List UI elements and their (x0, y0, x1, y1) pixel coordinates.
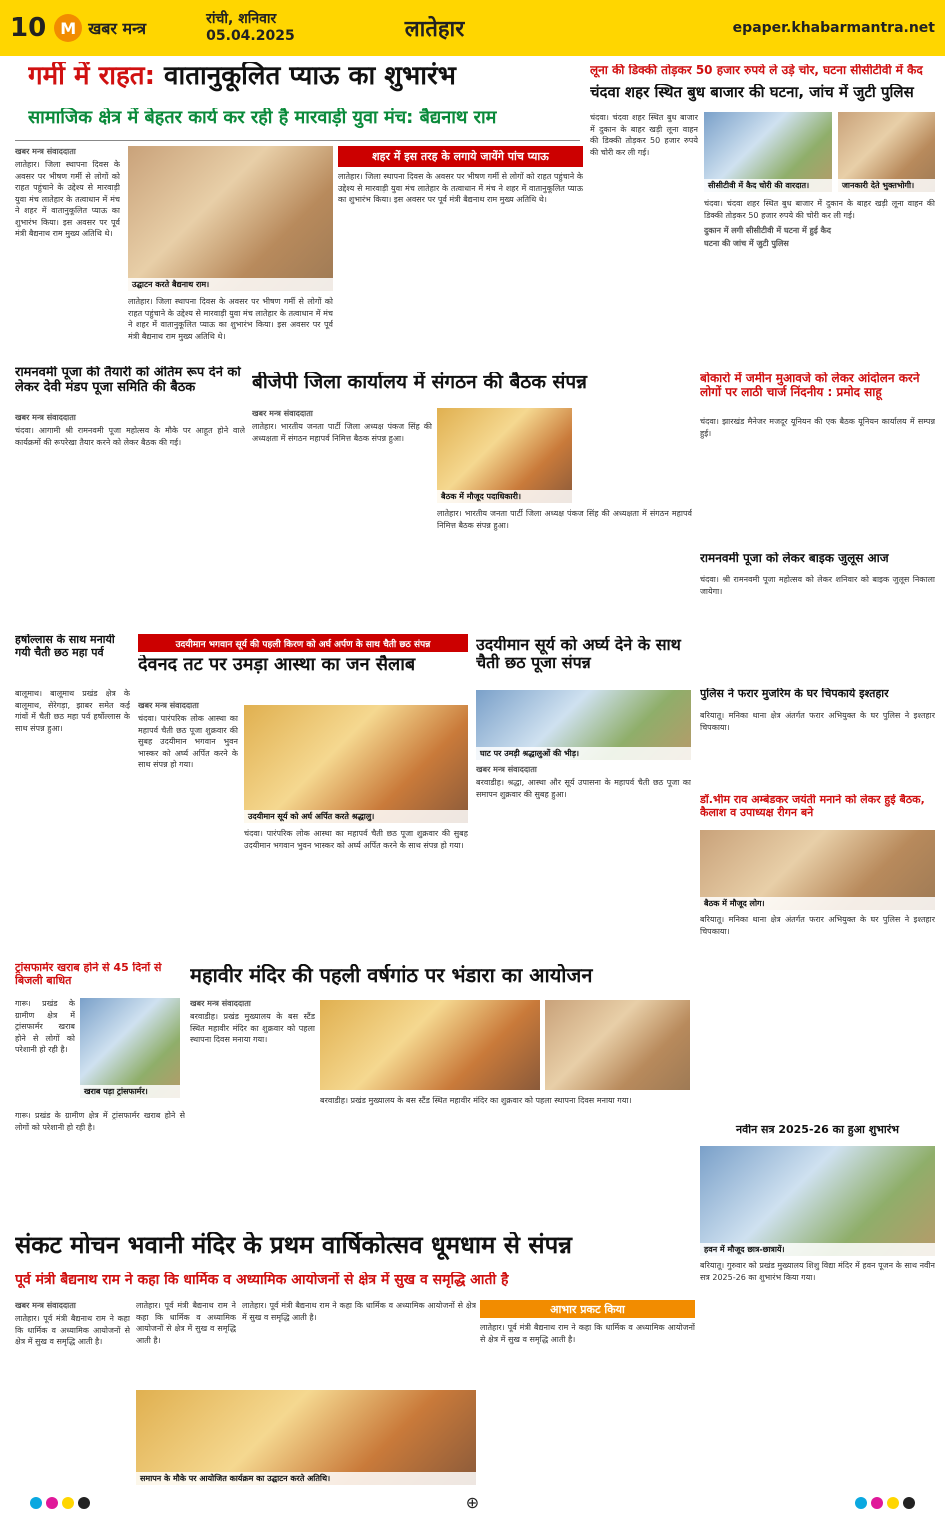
news5-headline: रामनवमी पूजा को लेकर बाइक जुलूस आज (700, 552, 889, 565)
news3-photo: बैठक में मौजूद पदाधिकारी। (437, 408, 572, 503)
registration-marks (0, 1488, 945, 1517)
news1-headline: लूना की डिक्की तोड़कर 50 हजार रुपये ले उड़े चोर, घटना सीसीटीवी में कैद (590, 64, 923, 77)
black-dot-icon (903, 1497, 915, 1509)
news2-headline: रामनवमी पूजा की तैयारी को अंतिम रूप देने को लेकर देवी मंडप पूजा समिति की बैठक (15, 366, 241, 395)
news11-photo-1 (320, 1000, 540, 1090)
section-title: लातेहार (404, 17, 465, 42)
news9-headline: पुलिस ने फरार मुजरिम के घर चिपकाये इश्तहार (700, 688, 889, 700)
news12-photo: हवन में मौजूद छात्र-छात्रायें। (700, 1146, 935, 1256)
news7-headline: देवनद तट पर उमड़ा आस्था का जन सैलाब (138, 655, 416, 675)
news11-headline: महावीर मंदिर की पहली वर्षगांठ पर भंडारा का आयोजन (190, 964, 593, 987)
masthead (0, 0, 945, 56)
news12-text: बरियातू। गुरुवार को प्रखंड मुख्यालय शिशु विद्या मंदिर में हवन पूजन के साथ नवीन सत्र 2025-26 का शुभारंभ किया गया। (700, 1261, 935, 1282)
news10-text: गारू। प्रखंड के ग्रामीण क्षेत्र में ट्रांसफार्मर खराब होने से लोगों को परेशानी हो रही है। (15, 999, 75, 1054)
news13-headline: संकट मोचन भवानी मंदिर के प्रथम वार्षिकोत्सव धूमधाम से संपन्न (15, 1232, 572, 1259)
brand-name: खबर मन्त्र (88, 19, 147, 38)
news7-text-2: चंदवा। पारंपरिक लोक आस्था का महापर्व चैती छठ पूजा शुक्रवार की सुबह उदयीमान भगवान भुवन भास्कर को अर्घ्य अर्पित करने के साथ संपन्न हो गया। (244, 829, 468, 850)
news1-photo-cctv: सीसीटीवी में कैद चोरी की वारदात। (704, 112, 832, 192)
news1-text: चंदवा। चंदवा शहर स्थित बुध बाजार में दुकान के बाहर खड़ी लूना वाहन की डिक्की तोड़कर 50 हजार रुपये की चोरी कर ली गई। (590, 113, 698, 157)
page-number: 10 (10, 13, 47, 43)
news11-text-2: बरवाडीह। प्रखंड मुख्यालय के बस स्टैंड स्थित महावीर मंदिर का शुक्रवार को पहला स्थापना दिवस मनाया गया। (320, 1096, 632, 1105)
news3-text-2: लातेहार। भारतीय जनता पार्टी जिला अध्यक्ष पंकज सिंह की अध्यक्षता में संगठन महापर्व निमित्त बैठक संपन्न हुआ। (437, 509, 692, 530)
crosshair-icon: ⊕ (465, 1493, 480, 1512)
magenta-dot-icon (46, 1497, 58, 1509)
news9-text: बरियातू। मनिका थाना क्षेत्र अंतर्गत फरार अभियुक्त के घर पुलिस ने इश्तहार चिपकाया। (700, 711, 935, 732)
cyan-dot-icon (30, 1497, 42, 1509)
news10-photo: खराब पड़ा ट्रांसफार्मर। (80, 998, 180, 1098)
news9-photo: बैठक में मौजूद लोग। (700, 830, 935, 910)
news1-column: चंदवा। चंदवा शहर स्थित बुध बाजार में दुकान के बाहर खड़ी लूना वाहन की डिक्की तोड़कर 50 हजार रुपये की चोरी कर ली गई। दुकान में लगी सीसीटीवी में घटना में हुई कैद घटना की जांच में जुटी पुलिस (704, 199, 935, 248)
lead-subheadline: सामाजिक क्षेत्र में बेहतर कार्य कर रही है मारवाड़ी युवा मंच: बैद्यनाथ राम (28, 108, 497, 128)
news10-text-2: गारू। प्रखंड के ग्रामीण क्षेत्र में ट्रांसफार्मर खराब होने से लोगों को परेशानी हो रही है। (15, 1111, 185, 1132)
news3-headline: बीजेपी जिला कार्यालय में संगठन की बैठक संपन्न (252, 372, 588, 393)
news13-photo: समापन के मौके पर आयोजित कार्यक्रम का उद्घाटन करते अतिथि। (136, 1390, 476, 1485)
news8-column: खबर मन्त्र संवाददाता बरवाडीह। श्रद्धा, आस्था और सूर्य उपासना के महापर्व चैती छठ पूजा का समापन शुक्रवार की सुबह हुआ। (476, 765, 691, 799)
news13-subheadline: पूर्व मंत्री बैद्यनाथ राम ने कहा कि धार्मिक व अध्यामिक आयोजनों से क्षेत्र में सुख व समृद्धि आती है (15, 1272, 509, 1288)
news8-photo: घाट पर उमड़ी श्रद्धालुओं की भीड़। (476, 690, 691, 760)
lead-column: खबर मन्त्र संवाददाता लातेहार। जिला स्थापना दिवस के अवसर पर भीषण गर्मी से लोगों को राहत पहुंचाने के उद्देश्य से मारवाड़ी युवा मंच लातेहार के तत्वाधान में मंच ने शहर में वातानुकूलित प्याऊ का शुभारंभ किया। इस अवसर पर पूर्व मंत्री बैद्यनाथ राम मुख्य अतिथि थे। (15, 147, 120, 238)
brand-logo-icon: M (54, 14, 82, 42)
dateline: रांची, शनिवार 05.04.2025 (206, 11, 295, 44)
news7-banner: उदयीमान भगवान सूर्य की पहली किरण को अर्घ अर्पण के साथ चैती छठ संपन्न (138, 634, 468, 652)
news12-headline: नवीन सत्र 2025-26 का हुआ शुभारंभ (736, 1124, 899, 1136)
yellow-dot-icon (62, 1497, 74, 1509)
epaper-link[interactable]: epaper.khabarmantra.net (732, 20, 935, 36)
news11-photo-2 (545, 1000, 690, 1090)
lead-text-2: लातेहार। जिला स्थापना दिवस के अवसर पर भीषण गर्मी से लोगों को राहत पहुंचाने के उद्देश्य से मारवाड़ी युवा मंच लातेहार के तत्वाधान में मंच ने शहर में वातानुकूलित प्याऊ का शुभारंभ किया। इस अवसर पर पूर्व मंत्री बैद्यनाथ राम मुख्य अतिथि थे। (128, 297, 333, 341)
news13-text-4: लातेहार। पूर्व मंत्री बैद्यनाथ राम ने कहा कि धार्मिक व अध्यामिक आयोजनों से क्षेत्र में सुख व समृद्धि आती है। (480, 1323, 695, 1344)
news3-column: खबर मन्त्र संवाददाता लातेहार। भारतीय जनता पार्टी जिला अध्यक्ष पंकज सिंह की अध्यक्षता में संगठन महापर्व निमित्त बैठक संपन्न हुआ। (252, 409, 432, 443)
lead-photo: उद्घाटन करते बैद्यनाथ राम। (128, 146, 333, 291)
news10-headline: ट्रांसफार्मर खराब होने से 45 दिनों से बिजली बाधित (15, 962, 162, 987)
news5-text: चंदवा। श्री रामनवमी पूजा महोत्सव को लेकर शनिवार को बाइक जुलूस निकाला जायेगा। (700, 575, 935, 596)
news4-headline: बोकारो में जमीन मुआवजे को लेकर आंदोलन करने लोगों पर लाठी चार्ज निंदनीय : प्रमोद साहू (700, 372, 920, 399)
yellow-dot-icon (887, 1497, 899, 1509)
lead-headline: गर्मी में राहत: वातानुकूलित प्याऊ का शुभारंभ (28, 62, 456, 91)
news13-text-2: लातेहार। पूर्व मंत्री बैद्यनाथ राम ने कहा कि धार्मिक व अध्यामिक आयोजनों से क्षेत्र में सुख व समृद्धि आती है। (136, 1301, 236, 1345)
news13-column: खबर मन्त्र संवाददाता लातेहार। पूर्व मंत्री बैद्यनाथ राम ने कहा कि धार्मिक व अध्यामिक आयोजनों से क्षेत्र में सुख व समृद्धि आती है। (15, 1301, 130, 1346)
lead-box: शहर में इस तरह के लगाये जायेंगे पांच प्याऊ लातेहार। जिला स्थापना दिवस के अवसर पर भीषण गर्मी से लोगों को राहत पहुंचाने के उद्देश्य से मारवाड़ी युवा मंच लातेहार के तत्वाधान में मंच ने शहर में वातानुकूलित प्याऊ का शुभारंभ किया। इस अवसर पर पूर्व मंत्री बैद्यनाथ राम मुख्य अतिथि थे। (338, 146, 583, 471)
news9-text-2: बरियातू। मनिका थाना क्षेत्र अंतर्गत फरार अभियुक्त के घर पुलिस ने इश्तहार चिपकाया। (700, 915, 935, 936)
cyan-dot-icon (855, 1497, 867, 1509)
news13-ad-bar: आभार प्रकट किया (480, 1300, 695, 1318)
news9-headline-2: डॉ.भीम राव अम्बेडकर जयंती मनाने को लेकर हुई बैठक, कैलाश व उपाध्यक्ष रीगन बने (700, 794, 925, 819)
news8-headline: उदयीमान सूर्य को अर्घ्य देने के साथ चैती छठ पूजा संपन्न (476, 636, 681, 673)
news6-text: बालूमाथ। बालूमाथ प्रखंड क्षेत्र के बालूमाथ, सेरेगड़ा, झाबर समेत कई गांवों में चैती छठ महा पर्व हर्षोल्लास के साथ संपन्न हुआ। (15, 689, 130, 733)
news4-text: चंदवा। झारखंड मैनेजर मजदूर यूनियन की एक बैठक यूनियन कार्यालय में सम्पन्न हुई। (700, 417, 935, 438)
news6-headline: हर्षोल्लास के साथ मनायी गयी चैती छठ महा पर्व (15, 634, 115, 659)
news7-photo: उदयीमान सूर्य को अर्घ अर्पित करते श्रद्धालु। (244, 705, 468, 823)
news13-text-3: लातेहार। पूर्व मंत्री बैद्यनाथ राम ने कहा कि धार्मिक व अध्यामिक आयोजनों से क्षेत्र में सुख व समृद्धि आती है। (242, 1301, 476, 1322)
news1-subheadline: चंदवा शहर स्थित बुध बाजार की घटना, जांच में जुटी पुलिस (590, 84, 914, 101)
news11-column: खबर मन्त्र संवाददाता बरवाडीह। प्रखंड मुख्यालय के बस स्टैंड स्थित महावीर मंदिर का शुक्रवार को पहला स्थापना दिवस मनाया गया। (190, 999, 315, 1044)
news1-photo-victim: जानकारी देते भुक्तभोगी। (838, 112, 935, 192)
black-dot-icon (78, 1497, 90, 1509)
news2-column: खबर मन्त्र संवाददाता चंदवा। आगामी श्री रामनवमी पूजा महोत्सव के मौके पर आहूत होने वाले कार्यक्रमों की रूपरेखा तैयार करने को लेकर बैठक की गई। (15, 413, 245, 447)
magenta-dot-icon (871, 1497, 883, 1509)
news7-column: खबर मन्त्र संवाददाता चंदवा। पारंपरिक लोक आस्था का महापर्व चैती छठ पूजा शुक्रवार की सुबह उदयीमान भगवान भुवन भास्कर को अर्घ्य अर्पित करने के साथ संपन्न हो गया। (138, 701, 238, 769)
